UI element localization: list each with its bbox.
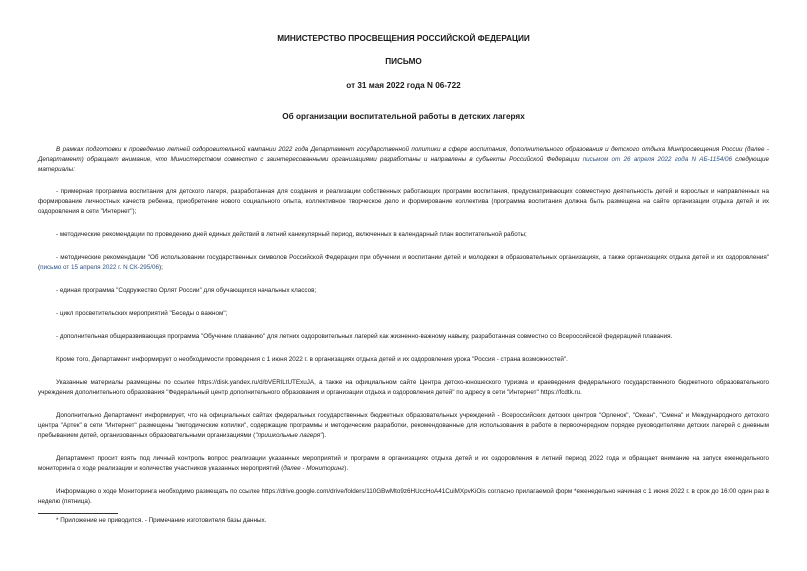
list-item-orlyata: - единая программа "Содружество Орлят России" для обучающихся начальных классов; (56, 287, 317, 294)
document-subject: Об организации воспитательной работы в детских лагерях (282, 112, 525, 121)
additional-text: Дополнительно Департамент информирует, что на официальных сайтах федеральных государственных бюджетных образовательных учреждений - Всероссийских детских центров "Орленок", "Океан", "Смена" и Международного детского центра "Артек" в сети "Интернет" размещены "методические копилки", содержащие программы и методические разработки, рекомендованные для использования в работе в первоочередном порядке руководителями детских лагерей с дневным пребыванием детей, организованных образовательными организациями ( (38, 412, 769, 439)
list-item-program: - примерная программа воспитания для детского лагеря, разработанная для создания и реализации собственных работающих программ воспитания, предусматривающих совместную деятельность детей и взрослых и направленных на формирование личностных качеств ребенка, приобретение нового социального опыта, коллективное творческое дело и формирование коллектива (программа воспитания должна быть размещена на сайте организации отдыха детей и их оздоровления в сети "Интернет"); (38, 188, 769, 215)
request-end: ). (344, 465, 349, 472)
intro-text-end: следующие материалы: (38, 156, 769, 173)
intro-text: В рамках подготовки к проведению летней оздоровительной кампании 2022 года Департамент государственной политики в сфере воспитания, дополнительного образования и детского отдыха Минпросвещения России (далее - Департамент) обращает внимание, что Министерством совместно с заинтересованными организациями разработаны и направлены в субъекты Российской Федерации (38, 146, 769, 163)
footnote: * Приложение не приводится. - Примечание изготовителя базы данных. (56, 517, 267, 524)
paragraph-monitoring: Информацию о ходе Мониторинга необходимо размещать по ссылке https://drive.google.com/drive/folders/110GBwMto9z6HUccHoA41CuiMXpvKiOis согласно прилагаемой форм *еженедельно начиная с 1 июня 2022 г. в срок до 16:00 один раз в неделю (пятница). (38, 488, 769, 505)
paragraph-materials-links: Указанные материалы размещены по ссылке https://disk.yandex.ru/d/bVERlLtUTExuJA, а также на официальном сайте Центра детско-юношеского туризма и краеведения федерального государственного бюджетного образовательного учреждения дополнительного образования "Федеральный центр дополнительного образования и организации отдыха и оздоровления детей" по адресу в сети "Интернет" https://fcdtk.ru. (38, 379, 769, 396)
paragraph-lesson-info: Кроме того, Департамент информирует о необходимости проведения с 1 июня 2022 г. в организациях отдыха детей и их оздоровления урока "Россия - страна возможностей". (56, 356, 568, 363)
list-item-state-symbols (38, 253, 769, 273)
document-date-number: от 31 мая 2022 года N 06-722 (346, 81, 461, 90)
document-type: ПИСЬМО (385, 57, 422, 66)
intro-letter-link[interactable]: письмом от 26 апреля 2022 года N АБ-1154/06 (582, 156, 732, 163)
footnote-divider (38, 513, 118, 514)
list-item-important-talks: - цикл просветительских мероприятий "Беседы о важном"; (56, 310, 228, 317)
request-text: Департамент просит взять под личный контроль вопрос реализации указанных мероприятий и программ в организациях отдыха детей и их оздоровления в летний период 2022 года и обращает внимание на запуск еженедельного мониторинга о ходе реализации и количестве участников указанных мероприятий ( (38, 455, 769, 472)
paragraph-additional-info (38, 411, 769, 441)
paragraph-request (38, 454, 769, 474)
request-italic: далее - Мониторинг (283, 465, 345, 472)
list-item-unified-actions: - методические рекомендации по проведению дней единых действий в летний каникулярный период, включенных в календарный план воспитательной работы; (56, 231, 527, 238)
document (38, 30, 769, 526)
intro-paragraph (38, 145, 769, 175)
additional-end: ). (322, 432, 327, 439)
item3-text: - методические рекомендации "Об использовании государственных символов Российской Федерации при обучении и воспитании детей и молодежи в образовательных организациях, а также организациях отдыха детей и их оздоровления" ( (38, 254, 769, 271)
ministry-title: МИНИСТЕРСТВО ПРОСВЕЩЕНИЯ РОССИЙСКОЙ ФЕДЕРАЦИИ (277, 34, 530, 43)
list-item-swimming: - дополнительная общеразвивающая программа "Обучение плаванию" для летних оздоровительных лагерей как жизненно-важному навыку, разработанная совместно со Всероссийской федерацией плавания. (56, 333, 673, 340)
item3-link[interactable]: письмо от 15 апреля 2022 г. N СК-295/06 (40, 264, 159, 271)
additional-italic: "пришкольные лагеря" (255, 432, 323, 439)
item3-end: ); (159, 264, 163, 271)
